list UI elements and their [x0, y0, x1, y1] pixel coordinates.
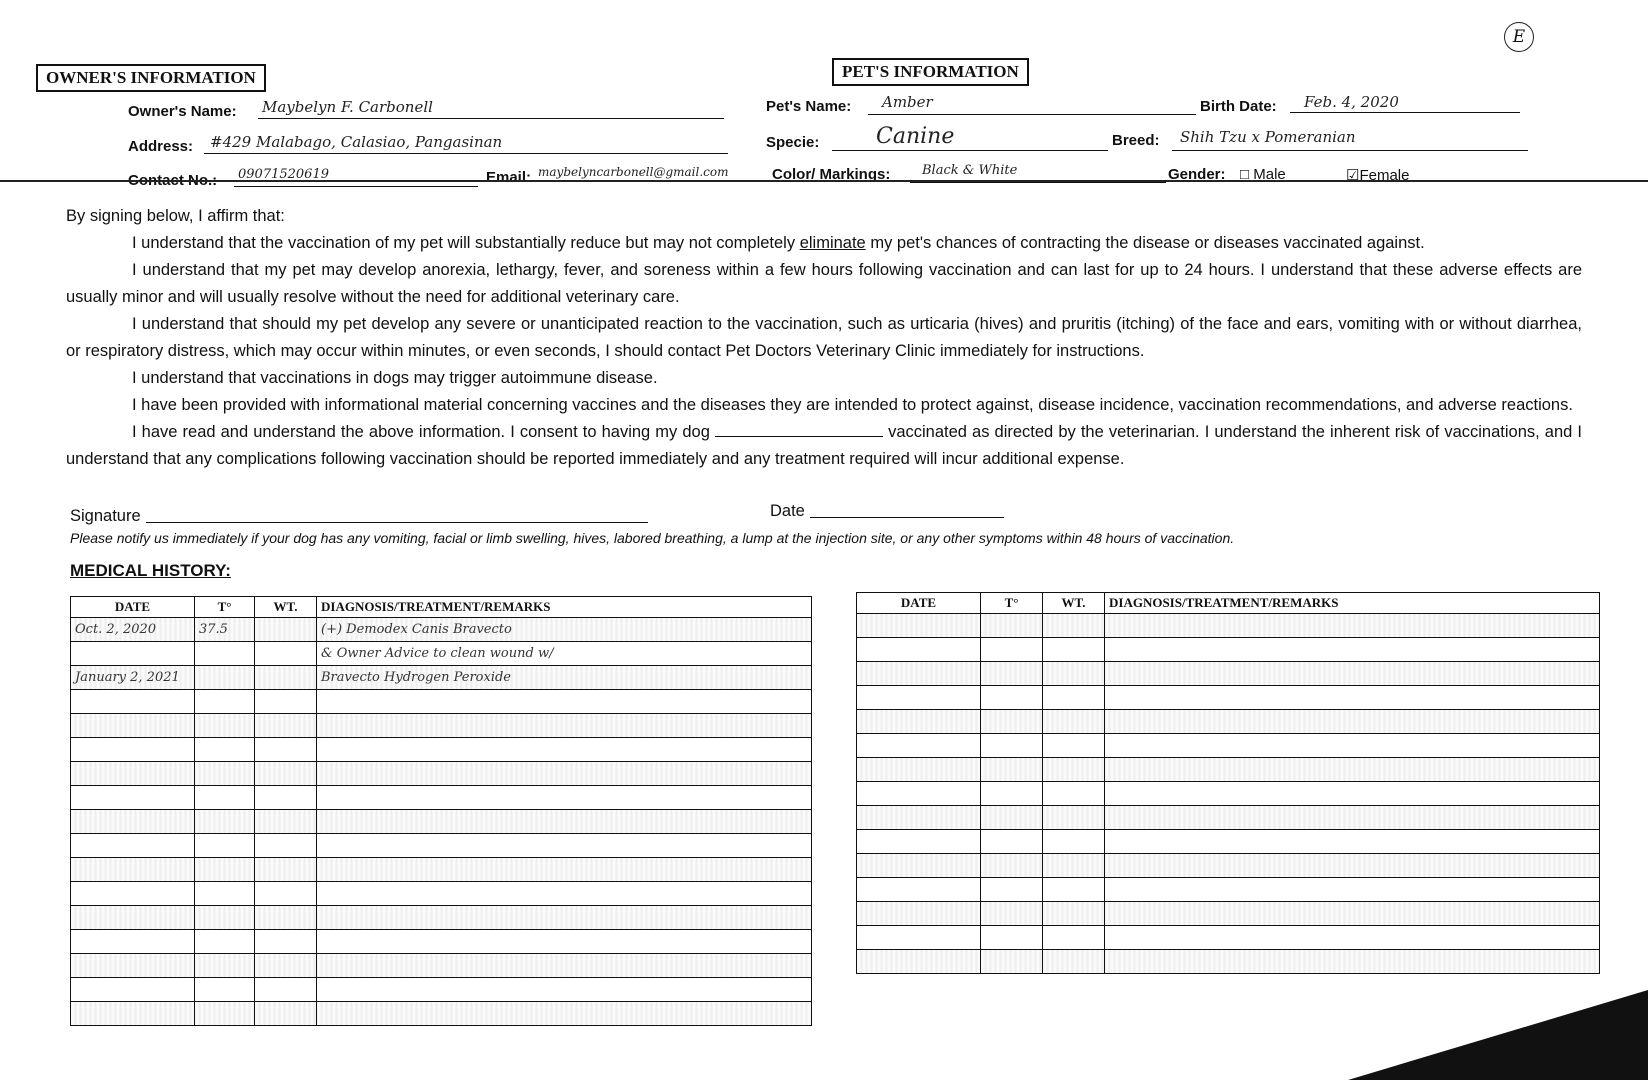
breed-line [1172, 150, 1528, 151]
cell-temp[interactable] [981, 614, 1043, 638]
cell-temp[interactable] [981, 734, 1043, 758]
medical-history-table-right [856, 592, 1600, 974]
cell-date[interactable] [71, 738, 195, 762]
cell-temp[interactable] [195, 882, 255, 906]
cell-weight[interactable] [255, 930, 317, 954]
table-row [857, 878, 1600, 902]
owner-section-title: OWNER'S INFORMATION [36, 64, 266, 92]
table-row [71, 1002, 812, 1026]
date-label: Date [770, 502, 805, 520]
cell-date[interactable] [71, 690, 195, 714]
table-row [857, 782, 1600, 806]
cell-date[interactable] [857, 710, 981, 734]
cell-temp[interactable] [195, 666, 255, 690]
cell-temp[interactable] [981, 854, 1043, 878]
consent-text [66, 203, 1582, 473]
cell-weight[interactable] [1043, 830, 1105, 854]
cell-temp[interactable] [195, 1002, 255, 1026]
cell-weight[interactable] [1043, 950, 1105, 974]
table-row [857, 638, 1600, 662]
table-row [857, 710, 1600, 734]
address-value[interactable]: #429 Malabago, Calasiao, Pangasinan [210, 133, 503, 151]
cell-weight[interactable] [255, 690, 317, 714]
cell-date[interactable] [857, 782, 981, 806]
cell-temp[interactable] [195, 858, 255, 882]
cell-remarks[interactable] [317, 834, 812, 858]
cell-weight[interactable] [1043, 734, 1105, 758]
gender-female-checkbox[interactable]: ☑Female [1346, 167, 1410, 184]
cell-remarks[interactable] [317, 978, 812, 1002]
cell-remarks[interactable] [317, 882, 812, 906]
cell-date[interactable] [857, 758, 981, 782]
cell-weight[interactable] [255, 714, 317, 738]
email-label: Email: [486, 169, 532, 186]
cell-remarks[interactable] [317, 810, 812, 834]
cell-date[interactable] [71, 978, 195, 1002]
cell-temp[interactable] [981, 638, 1043, 662]
cell-remarks[interactable]: Bravecto Hydrogen Peroxide [317, 666, 812, 690]
cell-remarks[interactable] [1105, 686, 1600, 710]
cell-temp[interactable] [195, 834, 255, 858]
table-row [71, 738, 812, 762]
cell-weight[interactable] [1043, 710, 1105, 734]
cell-temp[interactable] [981, 782, 1043, 806]
cell-weight[interactable] [1043, 614, 1105, 638]
table-row [71, 978, 812, 1002]
consent-intro: By signing below, I affirm that: [66, 207, 285, 225]
consent-paragraph-6: I have read and understand the above information. I consent to having my dog vaccinated as directed by the veterinarian. I understand the inherent risk of vaccinations, and I understand that any complications following vaccination should be reported immediately and any treatment required will incur additional expense. [66, 423, 1582, 468]
cell-remarks[interactable] [1105, 878, 1600, 902]
cell-date[interactable]: Oct. 2, 2020 [71, 618, 195, 642]
color-markings-line [910, 182, 1166, 183]
table-row [71, 618, 812, 642]
cell-remarks[interactable] [1105, 926, 1600, 950]
consent-paragraph-2: I understand that my pet may develop anorexia, lethargy, fever, and soreness within a few hours following vaccination and can last for up to 24 hours. I understand that these adverse effects are usually minor and will usually resolve without the need for additional veterinary care. [66, 261, 1582, 306]
cell-weight[interactable] [1043, 878, 1105, 902]
col-temp: T° [981, 593, 1043, 614]
cell-weight[interactable] [255, 642, 317, 666]
cell-weight[interactable] [1043, 902, 1105, 926]
table-row [857, 734, 1600, 758]
cell-weight[interactable] [255, 1002, 317, 1026]
cell-temp[interactable] [195, 762, 255, 786]
table-row [857, 758, 1600, 782]
address-line [204, 153, 728, 154]
table-header-row [857, 593, 1600, 614]
cell-temp[interactable] [981, 806, 1043, 830]
cell-date[interactable] [857, 830, 981, 854]
date-line[interactable] [810, 517, 1004, 518]
specie-value[interactable]: Canine [876, 124, 955, 149]
table-row [71, 906, 812, 930]
consent-paragraph-5: I have been provided with informational material concerning vaccines and the diseases they are intended to protect against, disease incidence, vaccination recommendations, and adverse reactions. [132, 396, 1573, 414]
cell-remarks[interactable] [1105, 758, 1600, 782]
cell-date[interactable] [71, 786, 195, 810]
table-header-row [71, 597, 812, 618]
cell-remarks[interactable] [1105, 830, 1600, 854]
cell-weight[interactable] [1043, 662, 1105, 686]
pet-name-value[interactable]: Amber [882, 93, 933, 111]
cell-remarks[interactable]: & Owner Advice to clean wound w/ [317, 642, 812, 666]
cell-date[interactable] [857, 662, 981, 686]
specie-line [832, 150, 1108, 151]
cell-weight[interactable] [1043, 806, 1105, 830]
table-row [71, 858, 812, 882]
cell-date[interactable] [857, 950, 981, 974]
cell-remarks[interactable] [317, 738, 812, 762]
scan-corner-shadow [1348, 990, 1648, 1080]
cell-remarks[interactable] [1105, 614, 1600, 638]
cell-weight[interactable] [1043, 926, 1105, 950]
cell-date[interactable] [857, 854, 981, 878]
breed-label: Breed: [1112, 132, 1160, 149]
color-markings-label: Color/ Markings: [772, 166, 891, 183]
cell-remarks[interactable] [317, 762, 812, 786]
cell-remarks[interactable] [317, 1002, 812, 1026]
cell-weight[interactable] [255, 786, 317, 810]
cell-weight[interactable] [1043, 854, 1105, 878]
cell-temp[interactable] [981, 950, 1043, 974]
dog-name-blank[interactable] [715, 422, 883, 437]
cell-temp[interactable] [195, 906, 255, 930]
cell-date[interactable] [71, 714, 195, 738]
table-row [857, 902, 1600, 926]
col-date: DATE [857, 593, 981, 614]
cell-weight[interactable] [255, 666, 317, 690]
breed-value[interactable]: Shih Tzu x Pomeranian [1180, 128, 1356, 146]
cell-date[interactable] [71, 810, 195, 834]
cell-date[interactable] [857, 734, 981, 758]
cell-remarks[interactable] [1105, 662, 1600, 686]
cell-temp[interactable] [981, 878, 1043, 902]
table-row [71, 882, 812, 906]
cell-temp[interactable] [981, 686, 1043, 710]
cell-date[interactable] [857, 614, 981, 638]
cell-weight[interactable] [255, 978, 317, 1002]
cell-date[interactable] [71, 762, 195, 786]
address-label: Address: [128, 138, 194, 155]
cell-remarks[interactable] [317, 858, 812, 882]
table-row [857, 806, 1600, 830]
cell-temp[interactable] [981, 830, 1043, 854]
table-row [71, 714, 812, 738]
cell-weight[interactable] [255, 834, 317, 858]
consent-paragraph-1: I understand that the vaccination of my pet will substantially reduce but may not completely eliminate my pet's chances of contracting the disease or diseases vaccinated against. [132, 234, 1425, 252]
cell-temp[interactable] [195, 642, 255, 666]
medical-history-table-left [70, 596, 812, 1026]
scan-fold-line [0, 180, 1648, 182]
cell-remarks[interactable]: (+) Demodex Canis Bravecto [317, 618, 812, 642]
pet-section-title: PET'S INFORMATION [832, 58, 1029, 86]
cell-remarks[interactable] [1105, 806, 1600, 830]
cell-remarks[interactable] [1105, 734, 1600, 758]
table-row [857, 926, 1600, 950]
table-row [857, 854, 1600, 878]
cell-temp[interactable] [195, 930, 255, 954]
cell-remarks[interactable] [317, 690, 812, 714]
table-row [71, 690, 812, 714]
contact-label: Contact No.: [128, 172, 218, 189]
signature-line[interactable] [146, 522, 648, 523]
cell-date[interactable] [71, 906, 195, 930]
cell-temp[interactable] [195, 714, 255, 738]
cell-remarks[interactable] [317, 954, 812, 978]
table-row [857, 662, 1600, 686]
cell-date[interactable] [857, 806, 981, 830]
cell-remarks[interactable] [1105, 782, 1600, 806]
gender-male-checkbox[interactable]: □ Male [1240, 166, 1286, 183]
col-temp: T° [195, 597, 255, 618]
gender-label: Gender: [1168, 166, 1226, 183]
cell-date[interactable] [71, 930, 195, 954]
col-date: DATE [71, 597, 195, 618]
cell-date[interactable] [71, 882, 195, 906]
cell-weight[interactable] [255, 810, 317, 834]
cell-temp[interactable] [981, 902, 1043, 926]
notice-text: Please notify us immediately if your dog has any vomiting, facial or limb swelling, hives, labored breathing, a lump at the injection site, or any other symptoms within 48 hours of vaccination. [70, 530, 1235, 546]
cell-temp[interactable] [195, 978, 255, 1002]
cell-date[interactable] [71, 834, 195, 858]
cell-weight[interactable] [255, 738, 317, 762]
cell-remarks[interactable] [1105, 854, 1600, 878]
cell-temp[interactable] [981, 758, 1043, 782]
table-row [857, 686, 1600, 710]
cell-temp[interactable] [981, 662, 1043, 686]
table-row [71, 642, 812, 666]
cell-weight[interactable] [255, 858, 317, 882]
cell-date[interactable] [71, 642, 195, 666]
cell-weight[interactable] [255, 906, 317, 930]
table-row [71, 810, 812, 834]
cell-temp[interactable] [195, 954, 255, 978]
cell-weight[interactable] [1043, 782, 1105, 806]
cell-weight[interactable] [255, 882, 317, 906]
signature-label: Signature [70, 507, 141, 525]
cell-date[interactable] [857, 638, 981, 662]
cell-remarks[interactable] [1105, 950, 1600, 974]
cell-temp[interactable] [195, 786, 255, 810]
cell-remarks[interactable] [317, 714, 812, 738]
cell-date[interactable] [71, 954, 195, 978]
cell-temp[interactable]: 37.5 [195, 618, 255, 642]
cell-remarks[interactable] [1105, 902, 1600, 926]
table-row [857, 614, 1600, 638]
table-row [857, 950, 1600, 974]
cell-date[interactable] [71, 1002, 195, 1026]
cell-weight[interactable] [255, 762, 317, 786]
medical-history-title: MEDICAL HISTORY: [70, 561, 231, 580]
cell-date[interactable]: January 2, 2021 [71, 666, 195, 690]
cell-remarks[interactable] [1105, 638, 1600, 662]
table-row [71, 930, 812, 954]
cell-weight[interactable] [1043, 638, 1105, 662]
owner-name-line [258, 118, 724, 119]
cell-weight[interactable] [255, 618, 317, 642]
cell-remarks[interactable] [317, 906, 812, 930]
cell-temp[interactable] [981, 710, 1043, 734]
cell-temp[interactable] [981, 926, 1043, 950]
cell-temp[interactable] [195, 738, 255, 762]
consent-paragraph-3: I understand that should my pet develop any severe or unanticipated reaction to the vaccination, such as urticaria (hives) and pruritis (itching) of the face and ears, vomiting with or without diarrhea, or respiratory distress, which may occur within minutes, or even seconds, I should contact Pet Doctors Veterinary Clinic immediately for instructions. [66, 315, 1582, 360]
birth-date-value[interactable]: Feb. 4, 2020 [1304, 93, 1399, 111]
cell-date[interactable] [857, 686, 981, 710]
cell-temp[interactable] [195, 810, 255, 834]
col-weight: WT. [255, 597, 317, 618]
col-weight: WT. [1043, 593, 1105, 614]
pet-name-label: Pet's Name: [766, 98, 852, 115]
birth-date-label: Birth Date: [1200, 98, 1277, 115]
owner-name-label: Owner's Name: [128, 103, 237, 120]
table-row [71, 666, 812, 690]
cell-date[interactable] [857, 926, 981, 950]
cell-date[interactable] [857, 878, 981, 902]
specie-label: Specie: [766, 134, 820, 151]
email-value[interactable]: maybelyncarbonell@gmail.com [538, 165, 729, 179]
cell-remarks[interactable] [317, 930, 812, 954]
col-remarks: DIAGNOSIS/TREATMENT/REMARKS [317, 597, 812, 618]
cell-remarks[interactable] [1105, 710, 1600, 734]
table-row [71, 762, 812, 786]
contact-value[interactable]: 09071520619 [238, 167, 329, 182]
pet-name-line [868, 114, 1196, 115]
birth-date-line [1290, 112, 1520, 113]
consent-paragraph-4: I understand that vaccinations in dogs may trigger autoimmune disease. [132, 369, 658, 387]
contact-line [234, 186, 478, 187]
cell-weight[interactable] [255, 954, 317, 978]
corner-mark: E [1504, 22, 1534, 52]
cell-remarks[interactable] [317, 786, 812, 810]
cell-date[interactable] [857, 902, 981, 926]
col-remarks: DIAGNOSIS/TREATMENT/REMARKS [1105, 593, 1600, 614]
cell-weight[interactable] [1043, 686, 1105, 710]
cell-date[interactable] [71, 858, 195, 882]
table-row [857, 830, 1600, 854]
color-markings-value[interactable]: Black & White [922, 163, 1018, 178]
table-row [71, 954, 812, 978]
table-row [71, 786, 812, 810]
cell-weight[interactable] [1043, 758, 1105, 782]
cell-temp[interactable] [195, 690, 255, 714]
owner-name-value[interactable]: Maybelyn F. Carbonell [262, 98, 433, 116]
table-row [71, 834, 812, 858]
